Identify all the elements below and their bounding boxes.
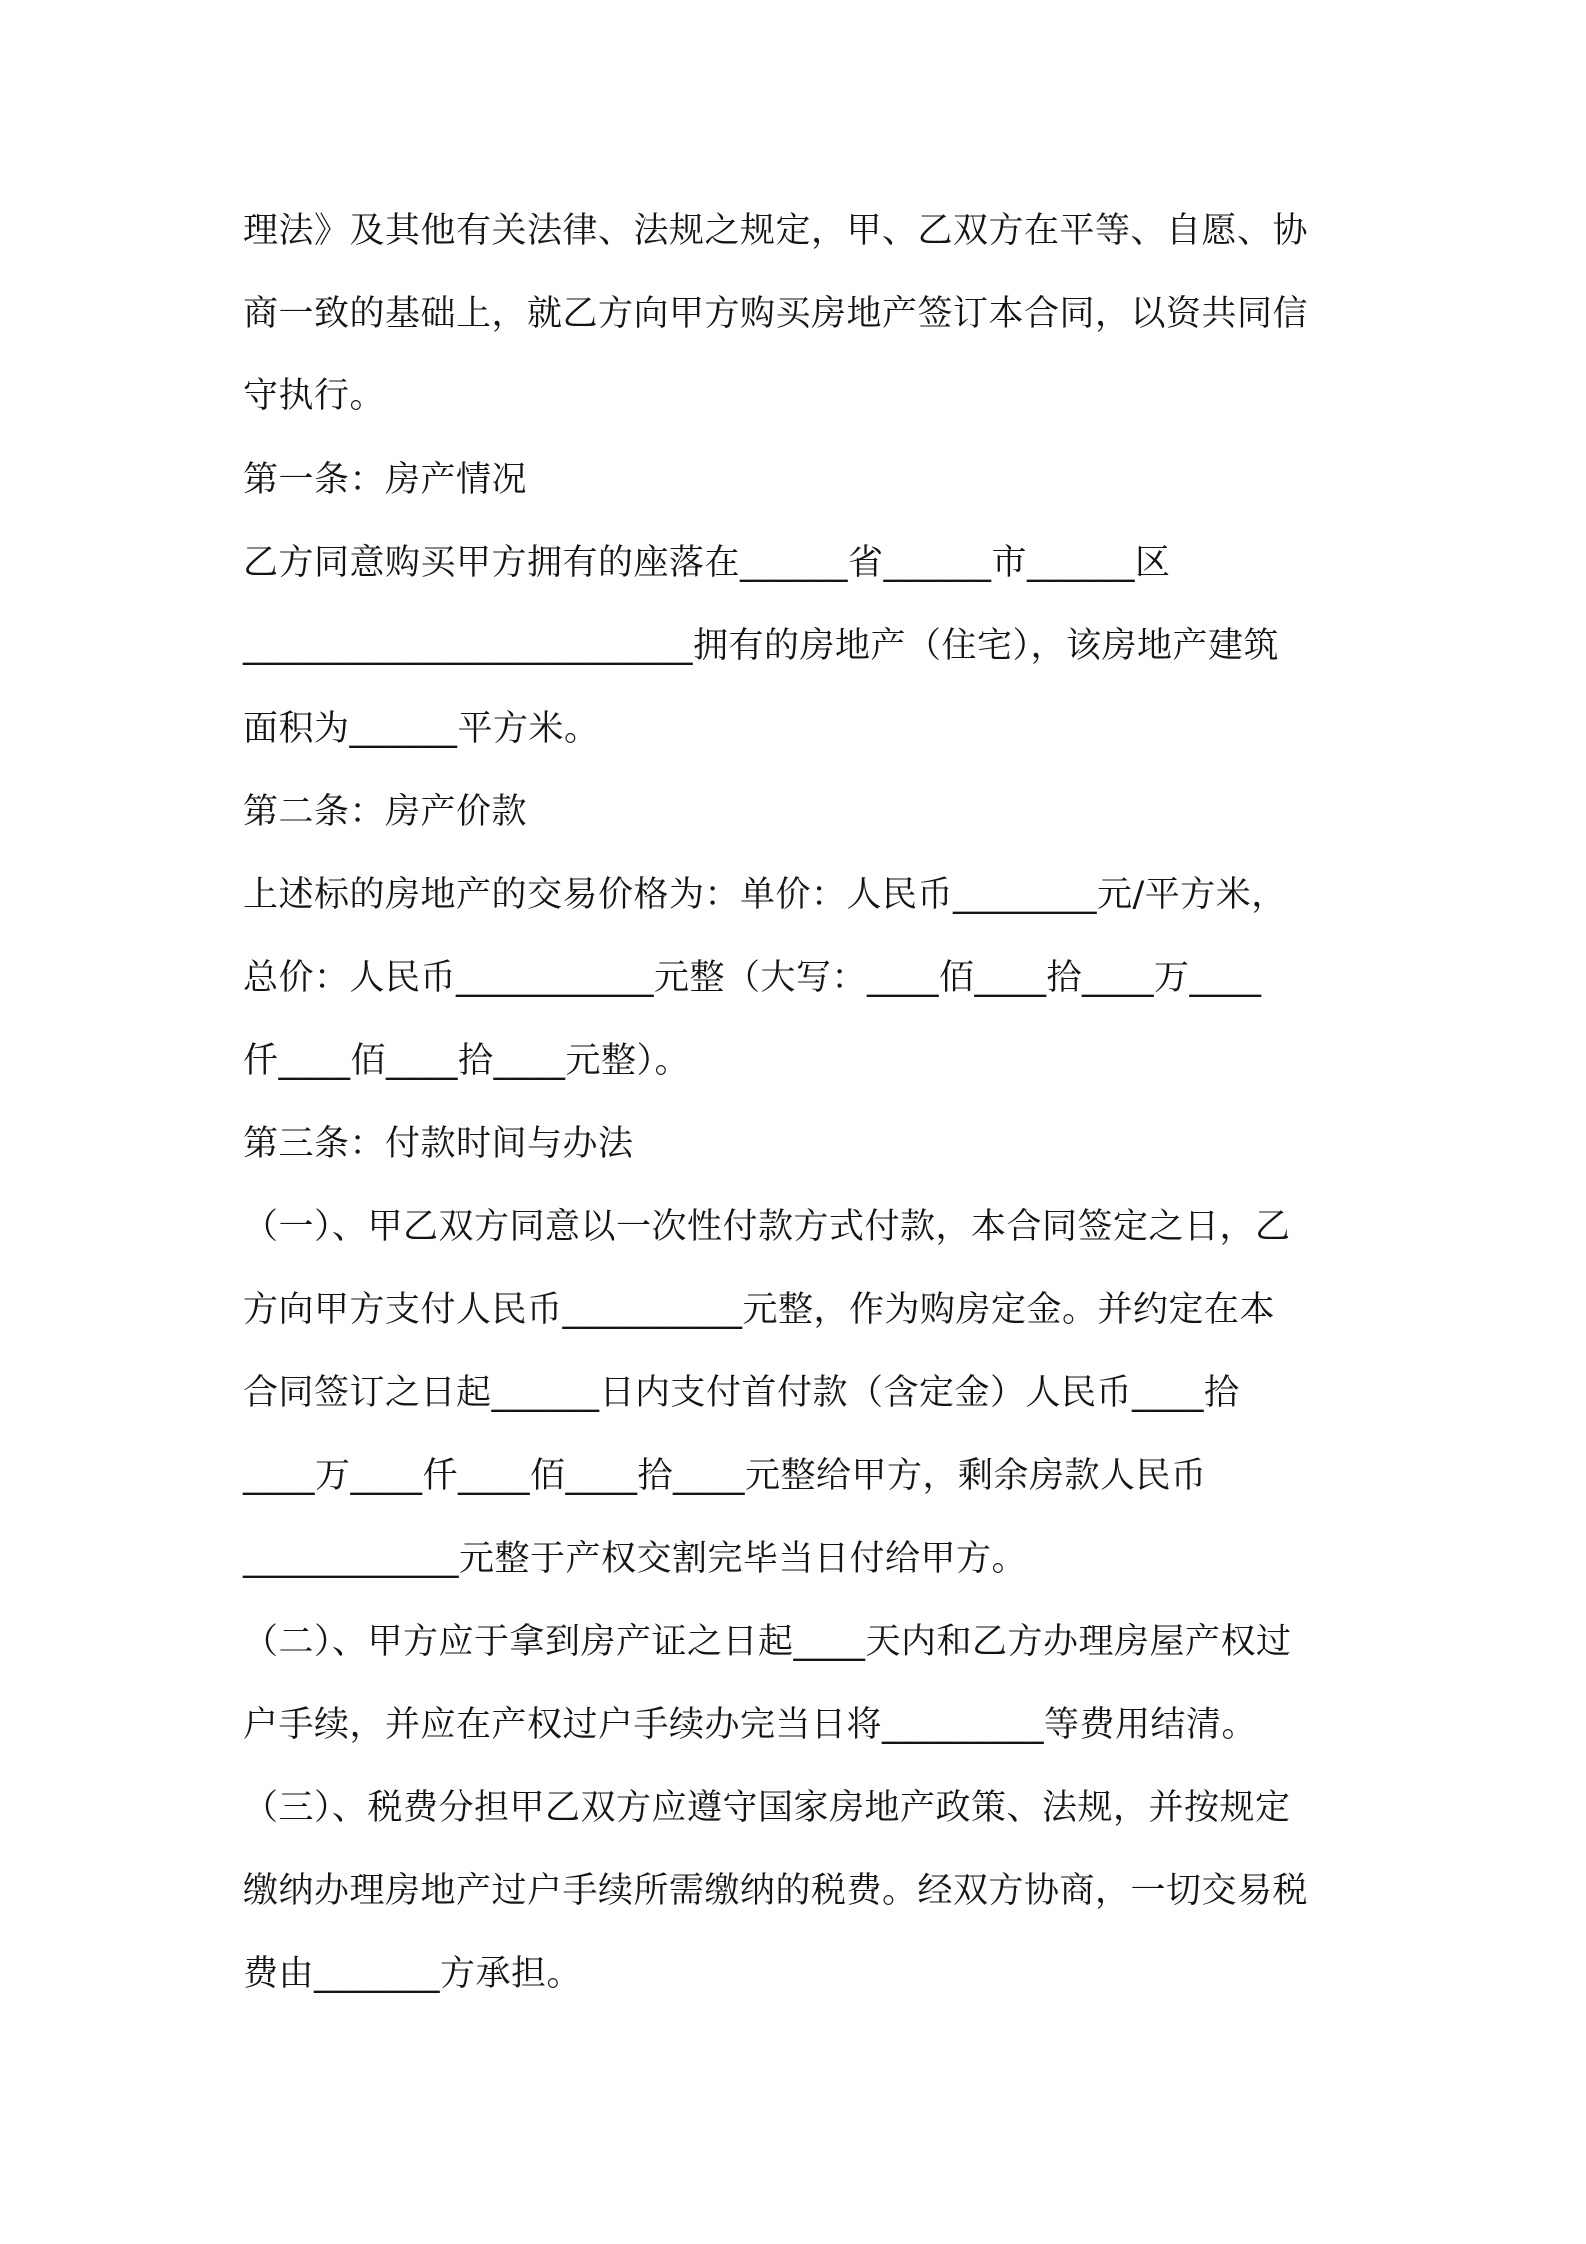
text-line: （三）、税费分担甲乙双方应遵守国家房地产政策、法规，并按规定 <box>243 1788 1291 1828</box>
text-line: _________________________拥有的房地产（住宅），该房地产建筑 <box>243 626 1280 666</box>
text-line: 合同签订之日起______日内支付首付款（含定金）人民币____拾 <box>243 1373 1240 1413</box>
text-line: 户手续，并应在产权过户手续办完当日将_________等费用结清。 <box>243 1705 1258 1745</box>
text-line: 缴纳办理房地产过户手续所需缴纳的税费。经双方协商，一切交易税 <box>243 1871 1309 1911</box>
text-line: （二）、甲方应于拿到房产证之日起____天内和乙方办理房屋产权过 <box>243 1622 1292 1662</box>
text-line: 商一致的基础上，就乙方向甲方购买房地产签订本合同，以资共同信 <box>243 294 1309 334</box>
text-line: 仟____佰____拾____元整）。 <box>243 1041 691 1081</box>
text-line: 守执行。 <box>243 376 386 416</box>
text-line: 费由_______方承担。 <box>243 1954 583 1994</box>
section-heading-3: 第三条：付款时间与办法 <box>243 1124 634 1164</box>
text-line: 乙方同意购买甲方拥有的座落在______省______市______区 <box>243 543 1171 583</box>
text-line: （一）、甲乙双方同意以一次性付款方式付款，本合同签定之日，乙 <box>243 1207 1291 1247</box>
text-line: ____万____仟____佰____拾____元整给甲方，剩余房款人民币 <box>243 1456 1207 1496</box>
text-line: ____________元整于产权交割完毕当日付给甲方。 <box>243 1539 1028 1579</box>
section-heading-1: 第一条：房产情况 <box>243 460 528 500</box>
text-line: 总价：人民币___________元整（大写：____佰____拾____万____ <box>243 958 1262 998</box>
text-line: 方向甲方支付人民币__________元整，作为购房定金。并约定在本 <box>243 1290 1276 1330</box>
section-heading-2: 第二条：房产价款 <box>243 792 528 832</box>
text-line: 理法》及其他有关法律、法规之规定，甲、乙双方在平等、自愿、协 <box>243 211 1309 251</box>
text-line: 上述标的房地产的交易价格为：单价：人民币________元/平方米， <box>243 875 1287 915</box>
text-line: 面积为______平方米。 <box>243 709 600 749</box>
